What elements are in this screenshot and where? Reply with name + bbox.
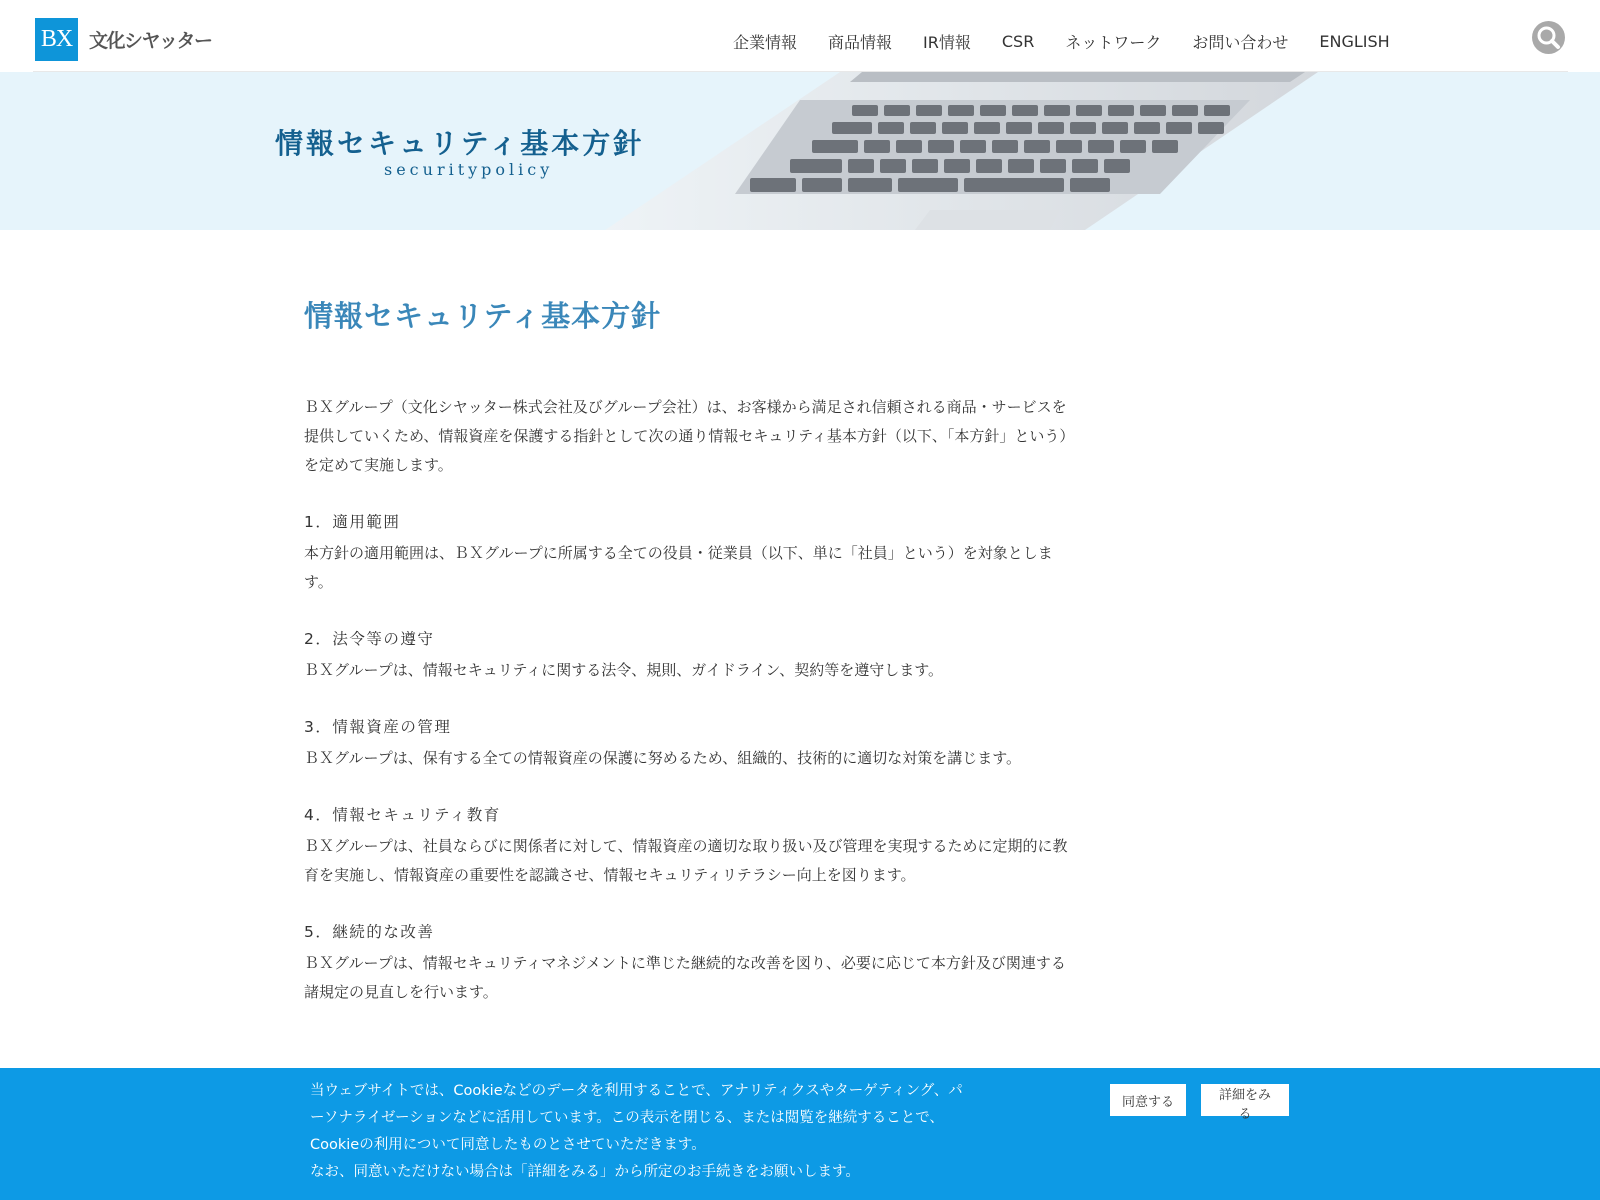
page-title: 情報セキュリティ基本方針 [304,299,662,333]
cookie-message [310,1078,1000,1186]
hero-banner [0,72,1600,230]
section-heading: 4．情報セキュリティ教育 [304,806,501,824]
section-body: ＢＸグループは、情報セキュリティに関する法令、規則、ガイドライン、契約等を遵守します。 [304,661,944,679]
nav-item-contact[interactable]: お問い合わせ [1192,33,1289,52]
global-nav [733,30,1421,53]
section-heading: 1．適用範囲 [304,513,401,531]
policy-section [304,508,1074,597]
intro-paragraph: ＢＸグループ（文化シヤッター株式会社及びグループ会社）は、お客様から満足され信頼される商品・サービスを提供していくため、情報資産を保護する指針として次の通り情報セキュリティ基本方針（以下、「本方針」という）を定めて実施します。 [304,398,1067,474]
section-body: ＢＸグループは、社員ならびに関係者に対して、情報資産の適切な取り扱い及び管理を実現するために定期的に教育を実施し、情報資産の重要性を認識させ、情報セキュリティリテラシー向上を図ります。 [304,837,1068,884]
nav-item-company[interactable]: 企業情報 [733,33,798,52]
cookie-line: ーソナライゼーションなどに活用しています。この表示を閉じる、または閲覧を継続することで、 [310,1110,944,1126]
policy-section [304,625,1074,685]
nav-item-products[interactable]: 商品情報 [828,33,893,52]
site-logo[interactable] [35,18,212,61]
laptop-keyboard-image [0,72,1600,230]
logo-mark: BX [35,18,78,61]
logo-text: 文化シヤッター [89,30,212,52]
cookie-line: 当ウェブサイトでは、Cookieなどのデータを利用することで、アナリティクスやターゲティング、パ [310,1083,963,1099]
section-body: ＢＸグループは、保有する全ての情報資産の保護に努めるため、組織的、技術的に適切な対策を講じます。 [304,749,1022,767]
cookie-agree-button[interactable]: 同意する [1110,1084,1186,1116]
section-body: 本方針の適用範囲は、ＢＸグループに所属する全ての役員・従業員（以下、単に「社員」という）を対象とします。 [304,544,1053,591]
policy-section [304,713,1074,773]
cookie-banner [0,1068,1600,1200]
cookie-line: なお、同意いただけない場合は「詳細をみる」から所定のお手続きをお願いします。 [310,1164,860,1180]
policy-section [304,801,1074,890]
section-heading: 3．情報資産の管理 [304,718,452,736]
main-content [304,294,1074,1007]
search-button[interactable] [1532,21,1565,54]
cookie-details-button[interactable]: 詳細をみる [1201,1084,1289,1116]
section-heading: 2．法令等の遵守 [304,630,435,648]
nav-item-ir[interactable]: IR情報 [923,33,971,52]
site-header [0,0,1600,72]
cookie-line: Cookieの利用について同意したものとさせていただきます。 [310,1137,706,1153]
policy-section [304,918,1074,1007]
nav-item-network[interactable]: ネットワーク [1065,33,1162,52]
nav-item-csr[interactable]: CSR [1001,32,1035,51]
section-heading: 5．継続的な改善 [304,923,435,941]
hero-title: 情報セキュリティ基本方針 [275,127,645,160]
hero-subtitle: securitypolicy [384,160,554,179]
nav-item-english[interactable]: ENGLISH [1319,32,1390,51]
section-body: ＢＸグループは、情報セキュリティマネジメントに準じた継続的な改善を図り、必要に応じて本方針及び関連する諸規定の見直しを行います。 [304,954,1066,1001]
search-icon [1532,21,1565,54]
